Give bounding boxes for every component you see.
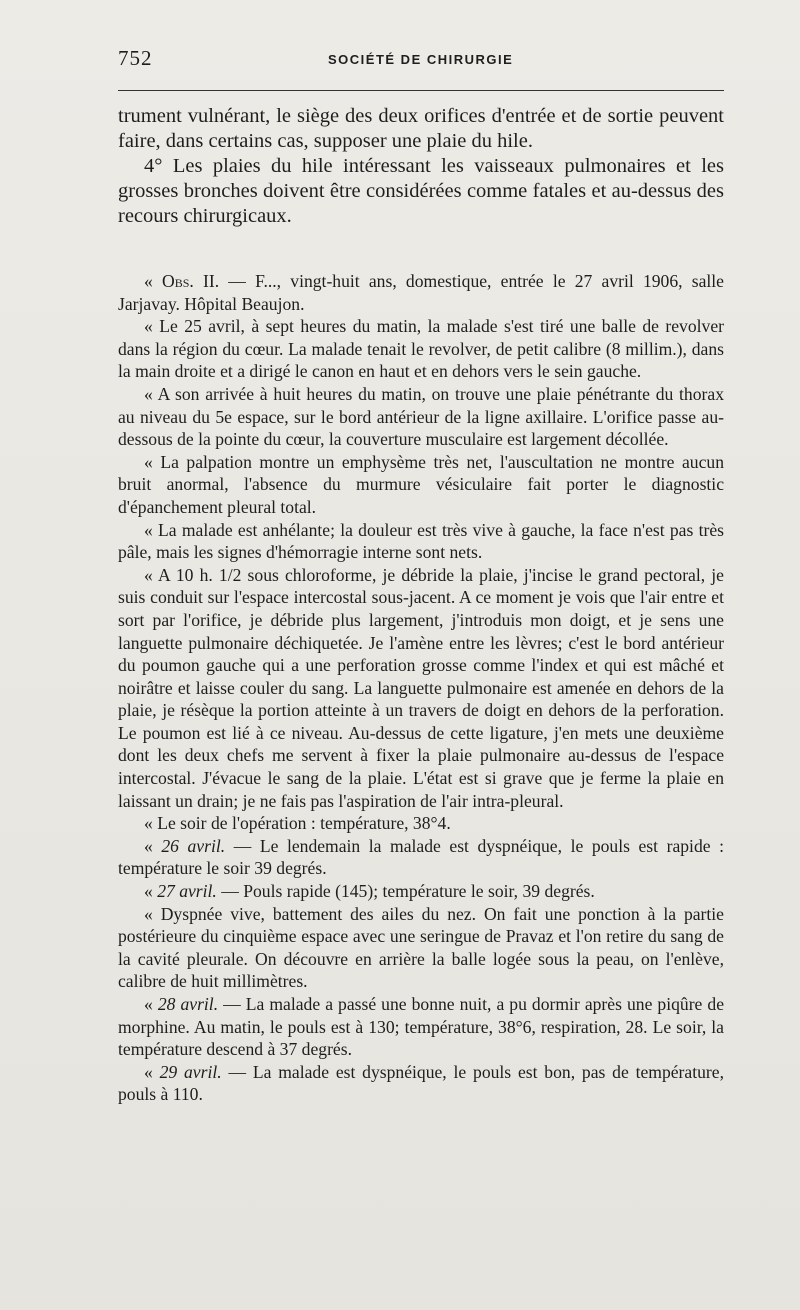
quote-mark: « bbox=[144, 271, 162, 291]
page-number: 752 bbox=[118, 46, 153, 70]
obs-paragraph-10: « Dyspnée vive, battement des ailes du nez. On fait une ponction à la partie postérieure du cinquième espace avec une seringue de Pravaz et l'on retire du sang de la cavité pleurale. On découvre en arrière la balle logée sous la peau, on l'enlève, calibre de huit millimètres. bbox=[118, 903, 724, 992]
obs-paragraph-12 bbox=[118, 1061, 724, 1106]
page-header bbox=[118, 46, 724, 76]
obs-paragraph-3: « A son arrivée à huit heures du matin, on trouve une plaie pénétrante du thorax au niveau du 5e espace, sur le bord antérieur de la ligne axillaire. L'orifice passe au-dessous de la pointe du cœur, la couverture musculaire est largement décollée. bbox=[118, 383, 724, 450]
obs-header-text: — F..., vingt-huit ans, domestique, entrée le 27 avril 1906, salle Jarjavay. Hôpital Beaujon. bbox=[118, 271, 724, 314]
obs-paragraph-5: « La malade est anhélante; la douleur est très vive à gauche, la face n'est pas très pâle, mais les signes d'hémorragie interne sont nets. bbox=[118, 519, 724, 563]
date-28-avril: 28 avril. bbox=[157, 994, 219, 1014]
entry-text: — La malade est dyspnéique, le pouls est bon, pas de température, pouls à 110. bbox=[118, 1061, 724, 1105]
obs-paragraph-4: « La palpation montre un emphysème très net, l'auscultation ne montre aucun bruit anormal, l'absence du murmure vésiculaire fait porter le diagnostic d'épanchement pleural total. bbox=[118, 451, 724, 517]
obs-paragraph-8 bbox=[118, 835, 724, 880]
intro-text bbox=[118, 104, 724, 229]
quote-mark: « bbox=[144, 1061, 160, 1082]
obs-paragraph-1 bbox=[118, 270, 724, 315]
obs-label: Obs. II. bbox=[162, 271, 220, 291]
entry-text: — La malade a passé une bonne nuit, a pu dormir après une piqûre de morphine. Au matin, le pouls est à 130; température, 38°6, respiration, 28. Le soir, la température descend à 37 degrés. bbox=[118, 994, 725, 1060]
obs-paragraph-6: « A 10 h. 1/2 sous chloroforme, je débride la plaie, j'incise le grand pectoral, je suis conduit sur l'espace intercostal sous-jacent. A ce moment je vois que l'air entre et sort par l'orifice, je débride plus largement, j'introduis mon doigt, et je sens une languette pulmonaire déchiquetée. Je l'amène entre les lèvres; c'est le bord antérieur du poumon gauche qui a une perforation grosse comme l'index et qui est mâché et noirâtre et laisse couler du sang. La languette pulmonaire est amenée en dehors de la plaie, je résèque la portion atteinte à un travers de doigt en dehors de la perforation. Le poumon est lié à ce niveau. Au-dessus de cette ligature, j'en mets une deuxième dont les deux chefs me servent à fixer la plaie pulmonaire au-dessus de l'espace intercostal. J'évacue le sang de la plaie. L'état est si grave que je ferme la plaie en laissant un drain; je ne fais pas l'aspiration de l'air intra-pleural. bbox=[118, 564, 724, 811]
entry-text: — Le lendemain la malade est dyspnéique, le pouls est rapide : température le soir 39 degrés. bbox=[118, 835, 724, 879]
intro-paragraph-1: trument vulnérant, le siège des deux orifices d'entrée et de sortie peuvent faire, dans certains cas, supposer une plaie du hile. bbox=[118, 105, 724, 152]
header-rule bbox=[118, 90, 724, 91]
intro-paragraph-2: 4° Les plaies du hile intéressant les vaisseaux pulmonaires et les grosses bronches doivent être considérées comme fatales et au-dessus des recours chirurgicaux. bbox=[118, 155, 724, 227]
obs-paragraph-7: « Le soir de l'opération : température, 38°4. bbox=[144, 813, 451, 834]
quote-mark: « bbox=[144, 835, 162, 856]
obs-paragraph-11 bbox=[118, 993, 724, 1061]
entry-text: — Pouls rapide (145); température le soir, 39 degrés. bbox=[216, 881, 595, 902]
quote-mark: « bbox=[144, 881, 158, 902]
quote-mark: « bbox=[144, 994, 158, 1014]
date-26-avril: 26 avril. bbox=[161, 835, 226, 856]
running-title: SOCIÉTÉ DE CHIRURGIE bbox=[328, 52, 514, 67]
observation-block bbox=[118, 270, 724, 1106]
obs-paragraph-2: « Le 25 avril, à sept heures du matin, la malade s'est tiré une balle de revolver dans la région du cœur. La malade tenait le revolver, de petit calibre (8 millim.), dans la main droite et a dirigé le canon en haut et en dehors vers le sein gauche. bbox=[118, 316, 724, 382]
date-29-avril: 29 avril. bbox=[159, 1061, 222, 1082]
obs-paragraph-9 bbox=[118, 880, 724, 903]
date-27-avril: 27 avril. bbox=[157, 881, 217, 902]
